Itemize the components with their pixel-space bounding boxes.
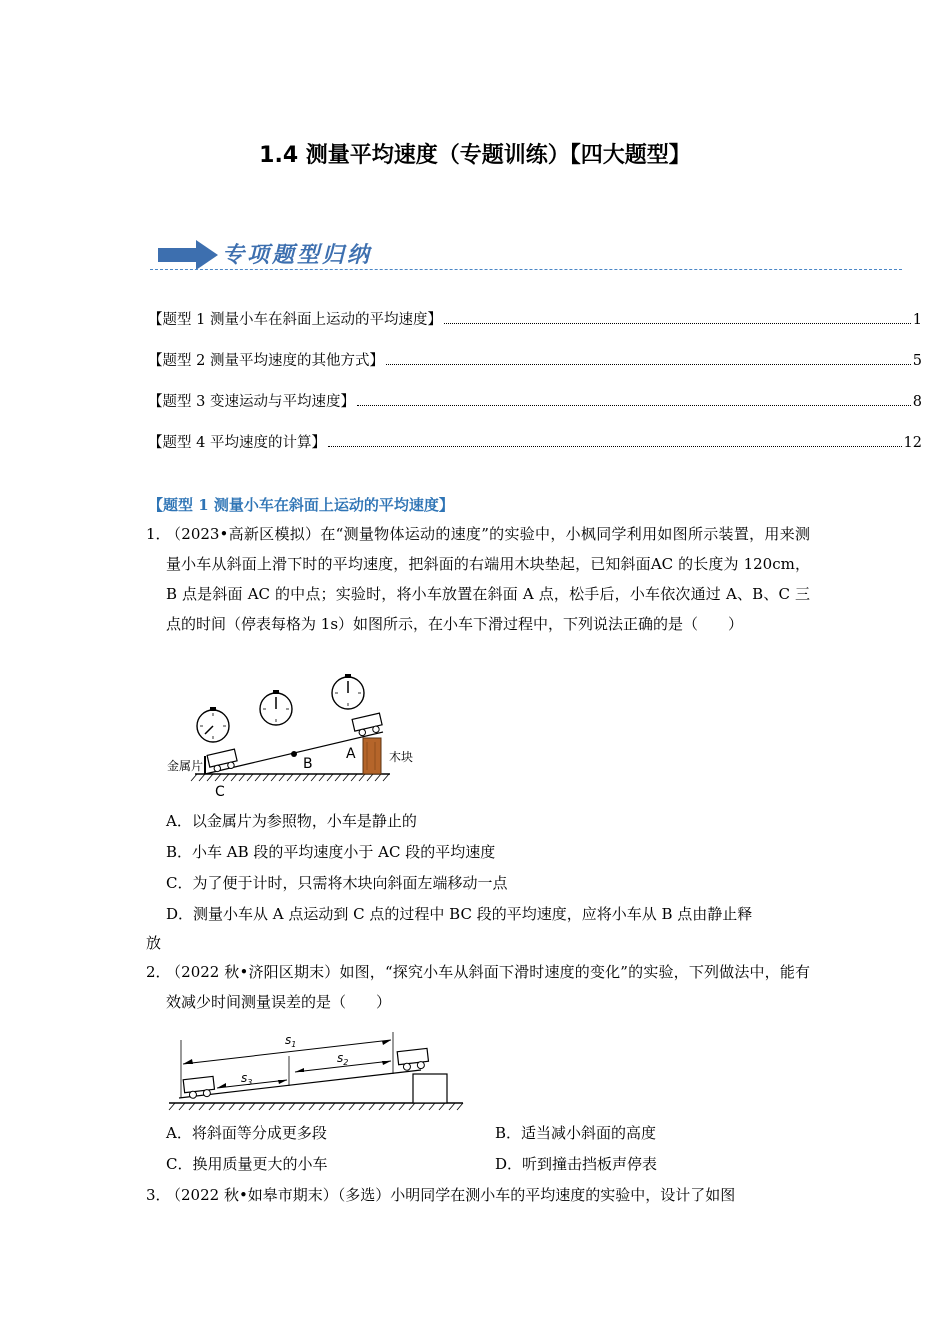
label-s1: s [285,1033,292,1047]
toc-page: 5 [912,353,922,369]
q2-option-b[interactable]: B．适当减小斜面的高度 [495,1124,657,1142]
section-banner [150,236,902,276]
label-s3: s [241,1071,248,1085]
question-3 [146,1180,810,1210]
page-title: 1.4 测量平均速度（专题训练）【四大题型】 [259,143,691,168]
stopwatch-icon [197,707,229,742]
q1-option-d-tail: 放 [146,934,162,952]
label-wood-block: 木块 [389,750,414,764]
toc-item-2[interactable] [148,349,922,370]
label-s2-sub: 2 [343,1058,349,1067]
toc-label: 【题型 1 测量小车在斜面上运动的平均速度】 [148,312,442,328]
question-1 [146,519,810,639]
q2-option-d[interactable]: D．听到撞击挡板声停表 [495,1155,658,1173]
section-heading: 【题型 1 测量小车在斜面上运动的平均速度】 [148,496,454,514]
question-number: 3． [146,1186,171,1204]
q1-option-a[interactable]: A．以金属片为参照物，小车是静止的 [166,812,417,830]
banner-divider [150,269,902,270]
q2-option-c[interactable]: C．换用质量更大的小车 [166,1155,328,1173]
q1-option-d[interactable]: D．测量小车从 A 点运动到 C 点的过程中 BC 段的平均速度，应将小车从 B 点由静止释 [166,905,753,923]
question-number: 2． [146,963,171,981]
toc-item-3[interactable] [148,390,922,411]
stopwatch-icon [332,674,364,709]
q1-option-c[interactable]: C．为了便于计时，只需将木块向斜面左端移动一点 [166,874,508,892]
svg-text:s3 [241,1071,252,1087]
toc-item-4[interactable] [148,431,922,452]
stopwatch-icon [260,690,292,725]
figure-incline-stopwatch [165,670,435,802]
toc-item-1[interactable] [148,308,922,329]
label-metal-plate: 金属片 [167,759,204,773]
q1-option-b[interactable]: B．小车 AB 段的平均速度小于 AC 段的平均速度 [166,843,496,861]
label-point-c: C [215,784,225,800]
q2-option-a[interactable]: A．将斜面等分成更多段 [166,1124,327,1142]
toc-page: 8 [912,394,922,410]
label-s1-sub: 1 [291,1040,297,1049]
question-text: （2023•高新区模拟）在“测量物体运动的速度”的实验中，小枫同学利用如图所示装置，用来测量小车从斜面上滑下时的平均速度，把斜面的右端用木块垫起，已知斜面AC 的长度为 120cm，B 点是斜面 AC 的中点；实验时，将小车放置在斜面 A 点，松手后，小车依次通过 A、B、C 三点的时间（停表每格为 1s）如图所示，在小车下滑过程中，下列说法正确的是（ ） [166,525,810,633]
toc-page: 12 [903,435,922,451]
toc-label: 【题型 4 平均速度的计算】 [148,435,326,451]
question-number: 1． [146,525,171,543]
question-text: （2022 秋•如皋市期末）（多选）小明同学在测小车的平均速度的实验中，设计了如图 [166,1186,736,1204]
label-point-a: A [346,746,356,762]
label-s2: s [337,1051,344,1065]
banner-text: 专项题型归纳 [222,242,373,268]
svg-text:s2 [337,1051,348,1067]
arrow-right-icon [158,240,220,270]
svg-text:s1 [285,1033,296,1049]
toc-label: 【题型 3 变速运动与平均速度】 [148,394,355,410]
figure-incline-distances [165,1026,465,1112]
toc-label: 【题型 2 测量平均速度的其他方式】 [148,353,384,369]
toc-page: 1 [912,312,922,328]
question-2 [146,957,810,1017]
label-point-b: B [303,756,313,772]
question-text: （2022 秋•济阳区期末）如图，“探究小车从斜面下滑时速度的变化”的实验，下列做法中，能有效减少时间测量误差的是（ ） [166,963,810,1011]
label-s3-sub: 3 [247,1078,253,1087]
